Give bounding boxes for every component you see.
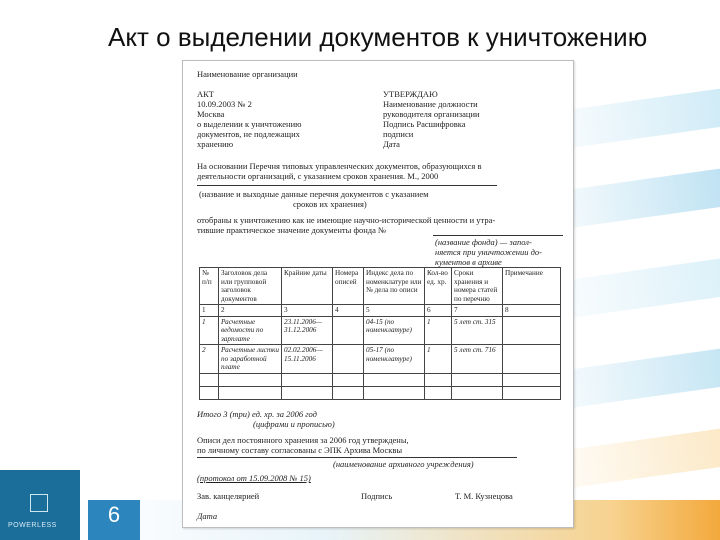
stripe (570, 255, 720, 323)
left-block-line: Москва (197, 109, 225, 119)
table-cell: 04-15 (по номенклатуре) (364, 316, 425, 345)
table-cell: 1 (200, 316, 219, 345)
table-header: Номера описей (333, 268, 364, 305)
table-header: Кол-во ед. хр. (425, 268, 452, 305)
table-cell (503, 345, 561, 374)
stripe (570, 425, 720, 493)
right-block-line: руководителя организации (383, 109, 480, 119)
table-cell (333, 316, 364, 345)
table-cell: 2 (200, 345, 219, 374)
left-block-line: документов, не подлежащих (197, 129, 300, 139)
document-page (182, 60, 574, 528)
signature-name: Т. М. Кузнецова (455, 491, 513, 501)
total-note: (цифрами и прописью) (253, 419, 335, 429)
table-cell (503, 316, 561, 345)
table-header: Сроки хранения и номера статей по перечню (452, 268, 503, 305)
column-number: 1 (200, 305, 219, 317)
table-row (200, 345, 561, 374)
table-cell: Расчетные листки по заработной плате (219, 345, 282, 374)
archive-note: (наименование архивного учреждения) (333, 459, 474, 469)
basis-note: (название и выходные данные перечня документов с указанием (199, 189, 429, 199)
approval-text: Описи дел постоянного хранения за 2006 год утверждены, (197, 435, 409, 445)
table-empty-row (200, 386, 561, 399)
stripe (570, 165, 720, 233)
table-cell: 1 (425, 316, 452, 345)
signature-sign: Подпись (361, 491, 393, 501)
stripe (570, 85, 720, 153)
table-row (200, 316, 561, 345)
table-header: Заголовок дела или групповой заголовок документов (219, 268, 282, 305)
column-number: 3 (282, 305, 333, 317)
fill-line (197, 457, 517, 458)
table-cell: 1 (425, 345, 452, 374)
basis-text: На основании Перечня типовых управленческих документов, образующихся в (197, 161, 482, 171)
fill-line (433, 235, 563, 236)
left-block-line: хранению (197, 139, 234, 149)
fund-note: кументов в архиве (435, 257, 502, 267)
basis-note: сроков их хранения) (293, 199, 367, 209)
selected-text: отобраны к уничтожению как не имеющие научно-исторической ценности и утра- (197, 215, 496, 225)
org-header: Наименование организации (197, 69, 298, 79)
table-header: № п/п (200, 268, 219, 305)
table-empty-row (200, 373, 561, 386)
right-block-line: Дата (383, 139, 400, 149)
column-number: 2 (219, 305, 282, 317)
table-cell: 5 лет ст. 716 (452, 345, 503, 374)
column-number: 6 (425, 305, 452, 317)
protocol-text: (протокол от 15.09.2008 № 15) (197, 473, 311, 483)
left-block-line: о выделении к уничтожению (197, 119, 302, 129)
date-label: Дата (197, 511, 218, 521)
left-block-line: АКТ (197, 89, 214, 99)
decorative-stripes (570, 60, 720, 540)
fund-note: (название фонда) — запол- (435, 237, 532, 247)
page-number: 6 (107, 502, 121, 527)
table-header: Крайние даты (282, 268, 333, 305)
fund-note: няется при уничтожении до- (435, 247, 542, 257)
column-number: 4 (333, 305, 364, 317)
table-header: Индекс дела по номенклатуре или № дела по описи (364, 268, 425, 305)
left-block-line: 10.09.2003 № 2 (197, 99, 252, 109)
documents-table (199, 267, 561, 400)
table-header: Примечание (503, 268, 561, 305)
table-cell: 5 лет ст. 315 (452, 316, 503, 345)
total-text: Итого 3 (три) ед. хр. за 2006 год (197, 409, 317, 419)
table-cell: 23.11.2006— 31.12.2006 (282, 316, 333, 345)
column-number: 5 (364, 305, 425, 317)
signature-position: Зав. канцелярией (197, 491, 260, 501)
selected-text: тившие практическое значение документы фонда № (197, 225, 387, 235)
right-block-line: Наименование должности (383, 99, 478, 109)
stripe (570, 345, 720, 413)
logo-text: POWERLESS (8, 522, 57, 529)
approval-text: по личному составу согласованы с ЭПК Архива Москвы (197, 445, 403, 455)
column-number: 7 (452, 305, 503, 317)
slide-title: Акт о выделении документов к уничтожению (108, 22, 648, 52)
basis-text: деятельности организаций, с указанием сроков хранения. М., 2000 (197, 171, 439, 181)
table-cell: Расчетные ведомости по зарплате (219, 316, 282, 345)
table-cell (333, 345, 364, 374)
table-header-row (200, 268, 561, 305)
right-block-line: подписи (383, 129, 414, 139)
right-block-line: УТВЕРЖДАЮ (383, 89, 438, 99)
table-cell: 05-17 (по номенклатуре) (364, 345, 425, 374)
fill-line (197, 185, 497, 186)
table-cell: 02.02.2006— 15.11.2006 (282, 345, 333, 374)
logo-icon (30, 494, 48, 512)
column-number: 8 (503, 305, 561, 317)
right-block-line: Подпись Расшифровка (383, 119, 466, 129)
table-number-row (200, 305, 561, 317)
